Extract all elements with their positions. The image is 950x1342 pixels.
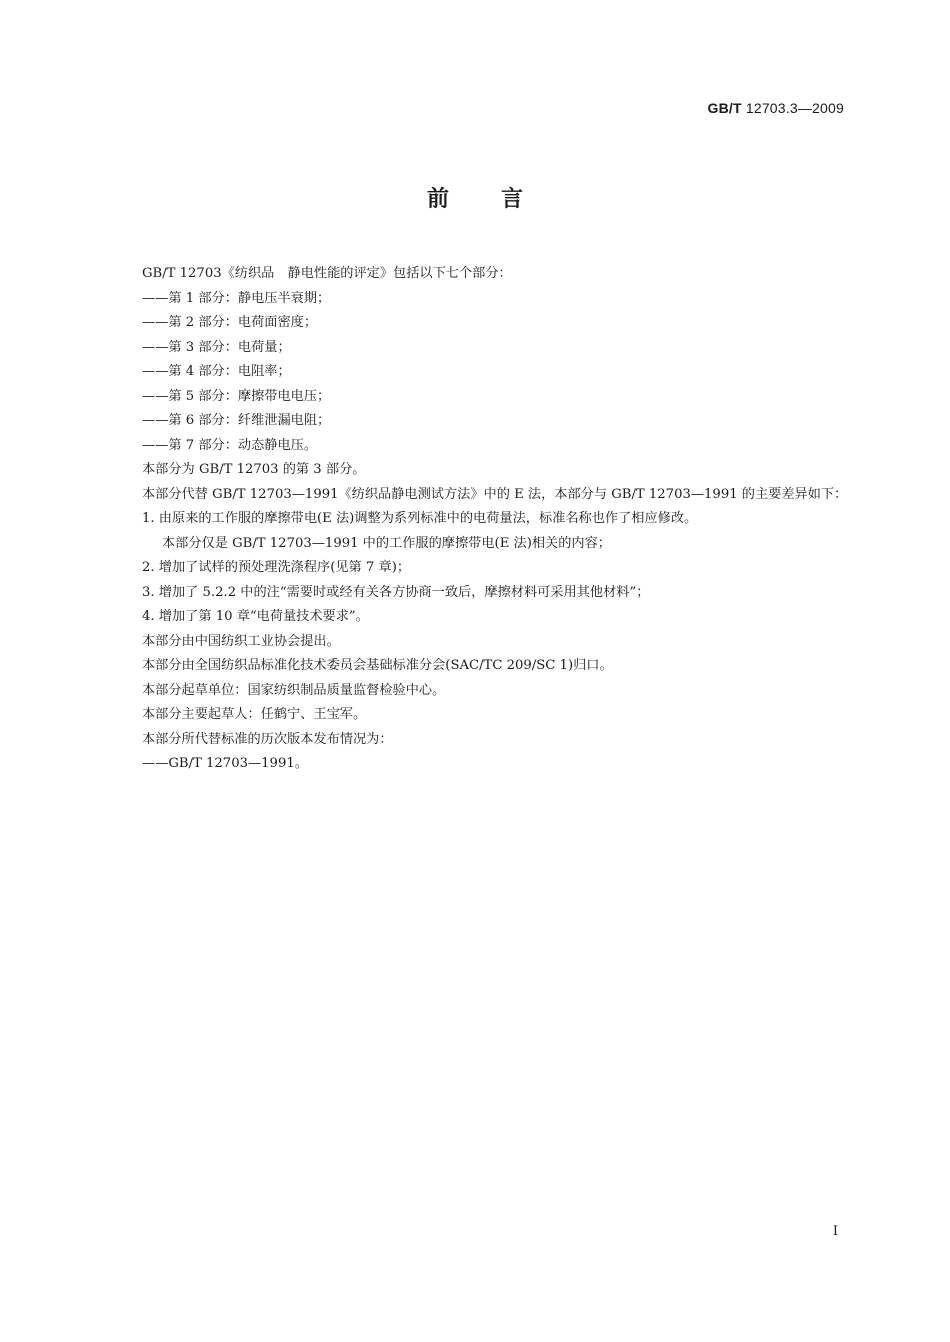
history-intro-paragraph: 本部分所代替标准的历次版本发布情况为： <box>142 731 393 747</box>
change-item-4: 4. 增加了第 10 章“电荷量技术要求”。 <box>142 609 369 624</box>
managed-by-paragraph: 本部分由全国纺织品标准化技术委员会基础标准分会(SAC/TC 209/SC 1)归口。 <box>142 658 613 673</box>
part-item: ——第 1 部分：静电压半衰期； <box>142 290 331 306</box>
drafters-paragraph: 本部分主要起草人：任鹤宁、王宝军。 <box>142 707 367 722</box>
standard-prefix: GB/T <box>707 100 742 116</box>
part-item: ——第 2 部分：电荷面密度； <box>142 315 318 330</box>
change-item-1-continued: 本部分仅是 GB/T 12703—1991 中的工作服的摩擦带电(E 法)相关的内容； <box>162 535 611 551</box>
change-item-3: 3. 增加了 5.2.2 中的注“需要时或经有关各方协商一致后，摩擦材料可采用其他材料”； <box>142 584 650 600</box>
change-item-2: 2. 增加了试样的预处理洗涤程序(见第 7 章)； <box>142 560 411 575</box>
part-item: ——第 5 部分：摩擦带电电压； <box>142 388 331 404</box>
foreword-body <box>109 262 849 777</box>
part-item: ——第 7 部分：动态静电压。 <box>142 437 318 453</box>
this-part-paragraph: 本部分为 GB/T 12703 的第 3 部分。 <box>142 462 366 477</box>
proposed-by-paragraph: 本部分由中国纺织工业协会提出。 <box>142 633 340 649</box>
part-item: ——第 6 部分：纤维泄漏电阻； <box>142 413 331 428</box>
intro-paragraph: GB/T 12703《纺织品 静电性能的评定》包括以下七个部分： <box>142 266 512 281</box>
drafting-unit-paragraph: 本部分起草单位：国家纺织制品质量监督检验中心。 <box>142 682 446 698</box>
history-item: ——GB/T 12703—1991。 <box>142 756 308 771</box>
page-title: 前言 <box>426 187 575 212</box>
standard-number <box>708 100 845 116</box>
part-item: ——第 3 部分：电荷量； <box>142 339 291 355</box>
page-number: I <box>832 1224 838 1239</box>
part-item: ——第 4 部分：电阻率； <box>142 364 291 379</box>
replaces-paragraph: 本部分代替 GB/T 12703—1991《纺织品静电测试方法》中的 E 法，本部分与 GB/T 12703—1991 的主要差异如下： <box>142 486 848 502</box>
standard-code: 12703.3—2009 <box>745 100 844 116</box>
change-item-1: 1. 由原来的工作服的摩擦带电(E 法)调整为系列标准中的电荷量法，标准名称也作了相应修改。 <box>142 511 698 526</box>
